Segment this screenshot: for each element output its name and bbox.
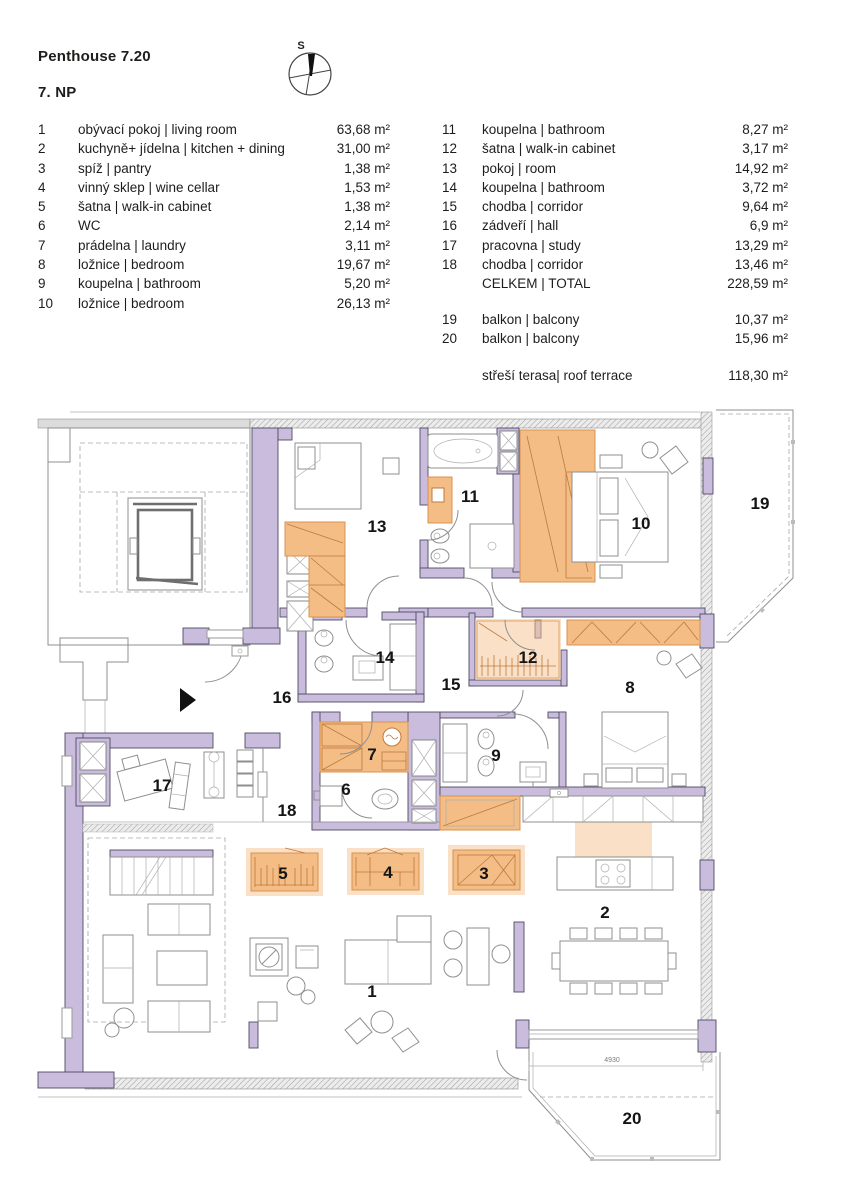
room-number-label: 10: [631, 514, 651, 533]
compass-north-label: S: [297, 40, 305, 52]
balcony-20: [529, 1030, 720, 1161]
legend-row: [442, 197, 788, 216]
dimension-label: 4930: [604, 1057, 620, 1064]
legend-name: CELKEM | TOTAL: [482, 276, 591, 292]
room-number-label: 19: [750, 494, 770, 513]
legend-name: chodba | corridor: [482, 257, 584, 273]
legend-area: 1,53 m²: [344, 179, 390, 195]
room-number-label: 8: [625, 678, 635, 697]
legend-no: 7: [38, 237, 46, 253]
room-number-label: 11: [461, 487, 479, 506]
room-number-label: 4: [383, 863, 393, 882]
room-number-label: 17: [152, 776, 172, 795]
legend-no: 19: [442, 311, 458, 327]
bath-14-fixtures: [315, 624, 416, 690]
bed-8: [584, 712, 686, 788]
balcony-19: [716, 410, 795, 642]
legend-area: 63,68 m²: [336, 122, 390, 137]
legend-no: 12: [442, 141, 458, 157]
legend-row: [38, 159, 390, 178]
entrance-arrow-icon: [180, 688, 196, 712]
fireplace: [250, 938, 288, 976]
shower-11: [470, 524, 514, 568]
room-number-label: 13: [367, 517, 387, 536]
legend-name: kuchyně+ jídelna | kitchen + dining: [78, 141, 285, 157]
room-number-label: 7: [367, 745, 377, 764]
legend-no: 14: [442, 179, 458, 195]
legend-row: [442, 216, 788, 235]
legend-name: pokoj | room: [482, 160, 557, 176]
legend-name: šatna | walk-in cabinet: [78, 199, 212, 215]
legend-gap: [442, 294, 788, 310]
legend-left-column: [38, 120, 390, 313]
legend-area: 14,92 m²: [734, 160, 788, 176]
legend-no: 2: [38, 141, 46, 157]
bed-10: [572, 455, 668, 578]
compass-icon: [289, 40, 331, 95]
legend-row: [442, 310, 788, 329]
wardrobe-18: [440, 796, 520, 830]
legend-area: 31,00 m²: [336, 141, 390, 157]
legend-name: koupelna | bathroom: [482, 122, 605, 137]
legend-row: [38, 274, 390, 293]
legend-no: 15: [442, 199, 458, 215]
legend-name: koupelna | bathroom: [482, 179, 605, 195]
legend-row: [38, 120, 390, 139]
study-17-furniture: [114, 748, 253, 809]
legend-row: [442, 329, 788, 348]
legend-name: střeší terasa| roof terrace: [482, 368, 633, 384]
legend-no: 18: [442, 257, 458, 273]
bed-13: [295, 443, 399, 509]
legend-name: chodba | corridor: [482, 199, 584, 215]
legend-name: koupelna | bathroom: [78, 276, 201, 292]
legend-name: pracovna | study: [482, 237, 581, 253]
legend-row: [442, 139, 788, 158]
legend-area: 19,67 m²: [336, 257, 390, 273]
legend-name: obývací pokoj | living room: [78, 122, 237, 137]
room-number-label: 16: [272, 688, 292, 707]
legend-area: 1,38 m²: [344, 199, 390, 215]
legend-row: [38, 236, 390, 255]
room-number-label: 6: [341, 780, 351, 799]
room-number-label: 5: [278, 864, 288, 883]
legend-row: [38, 294, 390, 313]
elevator: [128, 498, 202, 590]
legend-row: [442, 236, 788, 255]
legend-gap: [442, 348, 788, 366]
legend-area: 3,17 m²: [742, 141, 788, 157]
legend-right-column: [442, 120, 788, 386]
legend-no: 4: [38, 179, 46, 195]
armchairs-1: [345, 1011, 419, 1052]
legend-name: zádveří | hall: [482, 218, 559, 234]
legend-row: [38, 255, 390, 274]
legend-name: balkon | balcony: [482, 330, 580, 346]
room-number-label: 9: [491, 746, 501, 765]
legend-name: šatna | walk-in cabinet: [482, 141, 616, 157]
legend-row: [442, 255, 788, 274]
legend-area: 3,11 m²: [345, 237, 390, 253]
legend-no: 3: [38, 160, 46, 176]
legend-name: vinný sklep | wine cellar: [78, 179, 220, 195]
legend-area: 8,27 m²: [742, 122, 788, 137]
legend-row: [442, 120, 788, 139]
legend-no: 8: [38, 257, 46, 273]
legend-no: 6: [38, 218, 46, 234]
armchair-10: [642, 442, 688, 474]
legend-area: 13,46 m²: [734, 257, 788, 273]
room-number-label: 15: [441, 675, 461, 694]
legend-area: 118,30 m²: [728, 368, 788, 384]
legend-area: 13,29 m²: [734, 237, 788, 253]
legend-no: 13: [442, 160, 458, 176]
legend-area: 26,13 m²: [336, 295, 390, 311]
page-title: Penthouse 7.20: [38, 48, 151, 65]
room-number-label: 18: [277, 801, 297, 820]
legend-no: 5: [38, 199, 46, 215]
legend-left-rows: [38, 120, 390, 313]
legend-row: [442, 178, 788, 197]
sofa-1: [345, 916, 431, 984]
legend-row: [38, 178, 390, 197]
legend-row: [442, 274, 788, 293]
legend-name: ložnice | bedroom: [78, 295, 185, 311]
common-area: [48, 428, 250, 742]
legend-name: WC: [78, 218, 101, 234]
legend-area: 9,64 m²: [742, 199, 788, 215]
legend-area: 6,9 m²: [749, 218, 788, 234]
legend-area: 10,37 m²: [734, 311, 788, 327]
room-number-label: 14: [375, 648, 395, 667]
legend-row: [442, 366, 788, 385]
bathtub-11: [428, 434, 498, 468]
laundry-7: [320, 722, 408, 772]
legend-no: 17: [442, 237, 458, 253]
room-number-label: 2: [600, 903, 610, 922]
legend-area: 15,96 m²: [734, 330, 788, 346]
legend-terrace-row: [442, 366, 788, 385]
legend-row: [38, 197, 390, 216]
legend-area: 1,38 m²: [344, 160, 390, 176]
legend-name: spíž | pantry: [78, 160, 152, 176]
room-number-label: 3: [479, 864, 489, 883]
legend-area: 228,59 m²: [727, 276, 788, 292]
legend-no: 20: [442, 330, 458, 346]
legend-area: 2,14 m²: [344, 218, 390, 234]
legend-name: prádelna | laundry: [78, 237, 186, 253]
legend-area: 5,20 m²: [344, 276, 390, 292]
legend-row: [442, 159, 788, 178]
dining-table: [552, 928, 676, 994]
room-number-label: 1: [367, 982, 377, 1001]
wardrobe-band-8: [567, 620, 700, 645]
legend-no: 11: [442, 122, 457, 137]
room-number-label: 12: [518, 648, 538, 667]
armchair-8: [657, 651, 702, 678]
kitchen-island: [557, 857, 673, 890]
desk-2: [444, 928, 510, 985]
legend-name: balkon | balcony: [482, 311, 580, 327]
legend-row: [38, 216, 390, 235]
legend-name: ložnice | bedroom: [78, 257, 185, 273]
sofa-set-left: [103, 904, 210, 1037]
legend-area: 3,72 m²: [742, 179, 788, 195]
floor-label: 7. NP: [38, 84, 77, 101]
legend-balcony-rows: [442, 310, 788, 349]
legend-no: 16: [442, 218, 458, 234]
legend-no: 1: [38, 122, 46, 137]
legend-row: [38, 139, 390, 158]
wc-6-fixtures: [314, 786, 398, 809]
legend-right-rows: [442, 120, 788, 294]
legend-no: 9: [38, 276, 46, 292]
legend-no: 10: [38, 295, 54, 311]
room-number-label: 20: [622, 1109, 642, 1128]
